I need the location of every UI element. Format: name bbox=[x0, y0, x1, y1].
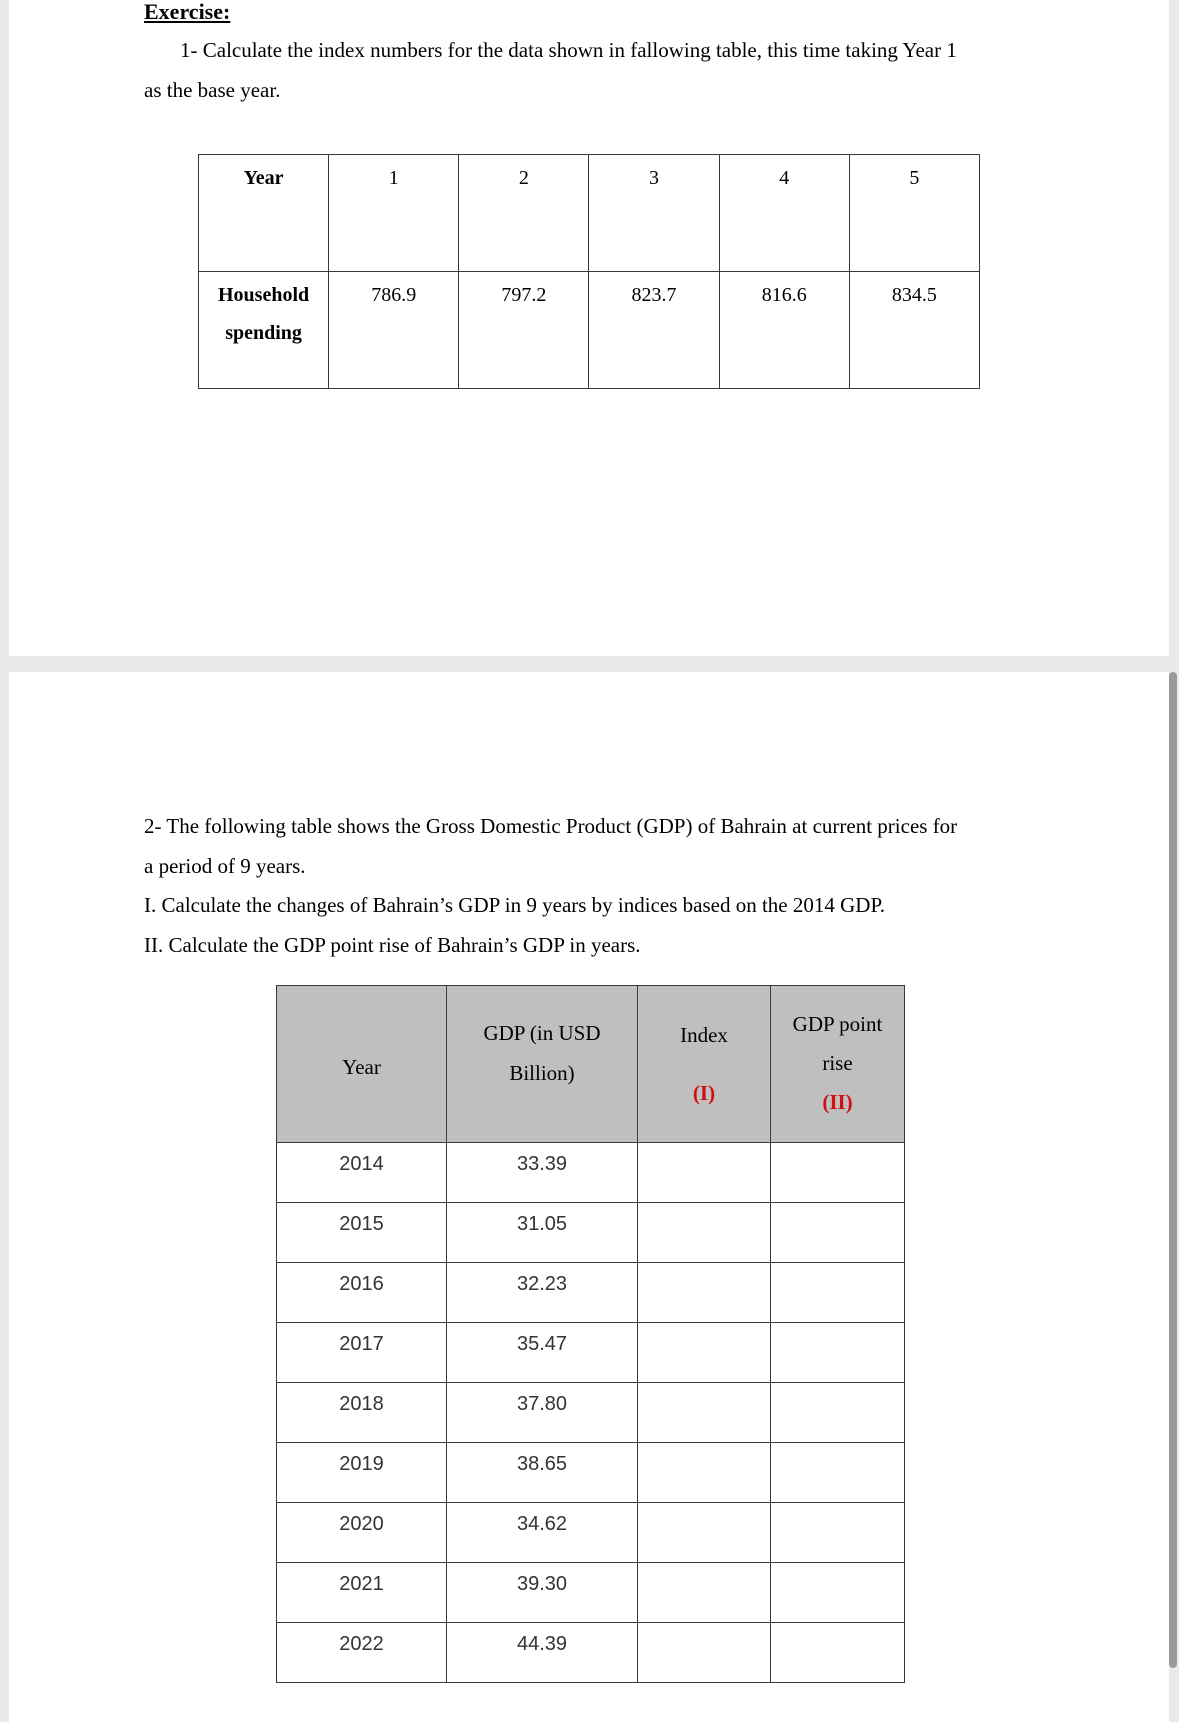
index-cell[interactable] bbox=[638, 1563, 771, 1623]
gdp-cell: 32.23 bbox=[447, 1263, 638, 1323]
index-cell[interactable] bbox=[638, 1503, 771, 1563]
table-row bbox=[277, 1143, 905, 1203]
year-cell: 2015 bbox=[277, 1203, 447, 1263]
index-cell[interactable] bbox=[638, 1203, 771, 1263]
year-cell: 2021 bbox=[277, 1563, 447, 1623]
year-cell: 2020 bbox=[277, 1503, 447, 1563]
bahrain-gdp-table bbox=[276, 985, 905, 1683]
spending-cell: 797.2 bbox=[459, 272, 589, 389]
household-spending-table bbox=[198, 154, 980, 389]
row-header-year: Year bbox=[199, 155, 329, 272]
table-row bbox=[277, 1443, 905, 1503]
point-rise-cell[interactable] bbox=[771, 1323, 905, 1383]
point-rise-cell[interactable] bbox=[771, 1143, 905, 1203]
year-cell: 1 bbox=[329, 155, 459, 272]
gdp-cell: 38.65 bbox=[447, 1443, 638, 1503]
year-cell: 2014 bbox=[277, 1143, 447, 1203]
gdp-cell: 33.39 bbox=[447, 1143, 638, 1203]
question-2-line-1: 2- The following table shows the Gross Domestic Product (GDP) of Bahrain at current prices for bbox=[144, 814, 958, 838]
table-row bbox=[277, 1503, 905, 1563]
point-rise-cell[interactable] bbox=[771, 1623, 905, 1683]
year-cell: 3 bbox=[589, 155, 719, 272]
row-header-household-spending: Household spending bbox=[199, 272, 329, 389]
year-cell: 2017 bbox=[277, 1323, 447, 1383]
point-rise-cell[interactable] bbox=[771, 1563, 905, 1623]
exercise-heading: Exercise: bbox=[144, 0, 231, 24]
question-2-part-ii: II. Calculate the GDP point rise of Bahrain’s GDP in years. bbox=[144, 933, 641, 957]
table-row bbox=[277, 1323, 905, 1383]
index-cell[interactable] bbox=[638, 1143, 771, 1203]
gdp-cell: 34.62 bbox=[447, 1503, 638, 1563]
point-rise-cell[interactable] bbox=[771, 1443, 905, 1503]
table-row bbox=[277, 1623, 905, 1683]
table-header-row bbox=[277, 986, 905, 1143]
point-rise-cell[interactable] bbox=[771, 1503, 905, 1563]
table-row-year bbox=[199, 155, 980, 272]
year-cell: 4 bbox=[719, 155, 849, 272]
year-cell: 2016 bbox=[277, 1263, 447, 1323]
gdp-cell: 37.80 bbox=[447, 1383, 638, 1443]
spending-cell: 834.5 bbox=[849, 272, 979, 389]
year-cell: 2018 bbox=[277, 1383, 447, 1443]
question-1-line-2: as the base year. bbox=[144, 78, 281, 102]
index-cell[interactable] bbox=[638, 1623, 771, 1683]
spending-cell: 823.7 bbox=[589, 272, 719, 389]
scrollbar[interactable] bbox=[1169, 672, 1177, 1668]
column-header-gdp-point-rise: GDP point rise (II) bbox=[771, 986, 905, 1143]
table-row bbox=[277, 1563, 905, 1623]
index-cell[interactable] bbox=[638, 1443, 771, 1503]
column-header-gdp: GDP (in USD Billion) bbox=[447, 986, 638, 1143]
question-2-part-i: I. Calculate the changes of Bahrain’s GDP in 9 years by indices based on the 2014 GDP. bbox=[144, 893, 886, 917]
year-cell: 2019 bbox=[277, 1443, 447, 1503]
gdp-cell: 31.05 bbox=[447, 1203, 638, 1263]
index-cell[interactable] bbox=[638, 1323, 771, 1383]
index-cell[interactable] bbox=[638, 1383, 771, 1443]
question-2-line-2: a period of 9 years. bbox=[144, 854, 306, 878]
year-cell: 5 bbox=[849, 155, 979, 272]
gdp-cell: 44.39 bbox=[447, 1623, 638, 1683]
year-cell: 2 bbox=[459, 155, 589, 272]
spending-cell: 786.9 bbox=[329, 272, 459, 389]
table-row bbox=[277, 1383, 905, 1443]
table-row bbox=[277, 1263, 905, 1323]
table-row-household-spending bbox=[199, 272, 980, 389]
gdp-cell: 39.30 bbox=[447, 1563, 638, 1623]
table-row bbox=[277, 1203, 905, 1263]
column-header-index: Index (I) bbox=[638, 986, 771, 1143]
year-cell: 2022 bbox=[277, 1623, 447, 1683]
point-rise-cell[interactable] bbox=[771, 1383, 905, 1443]
point-rise-cell[interactable] bbox=[771, 1203, 905, 1263]
point-rise-cell[interactable] bbox=[771, 1263, 905, 1323]
gdp-cell: 35.47 bbox=[447, 1323, 638, 1383]
column-header-year: Year bbox=[277, 986, 447, 1143]
spending-cell: 816.6 bbox=[719, 272, 849, 389]
index-cell[interactable] bbox=[638, 1263, 771, 1323]
question-1-line-1: 1- Calculate the index numbers for the data shown in fallowing table, this time taking Year 1 bbox=[180, 38, 957, 62]
